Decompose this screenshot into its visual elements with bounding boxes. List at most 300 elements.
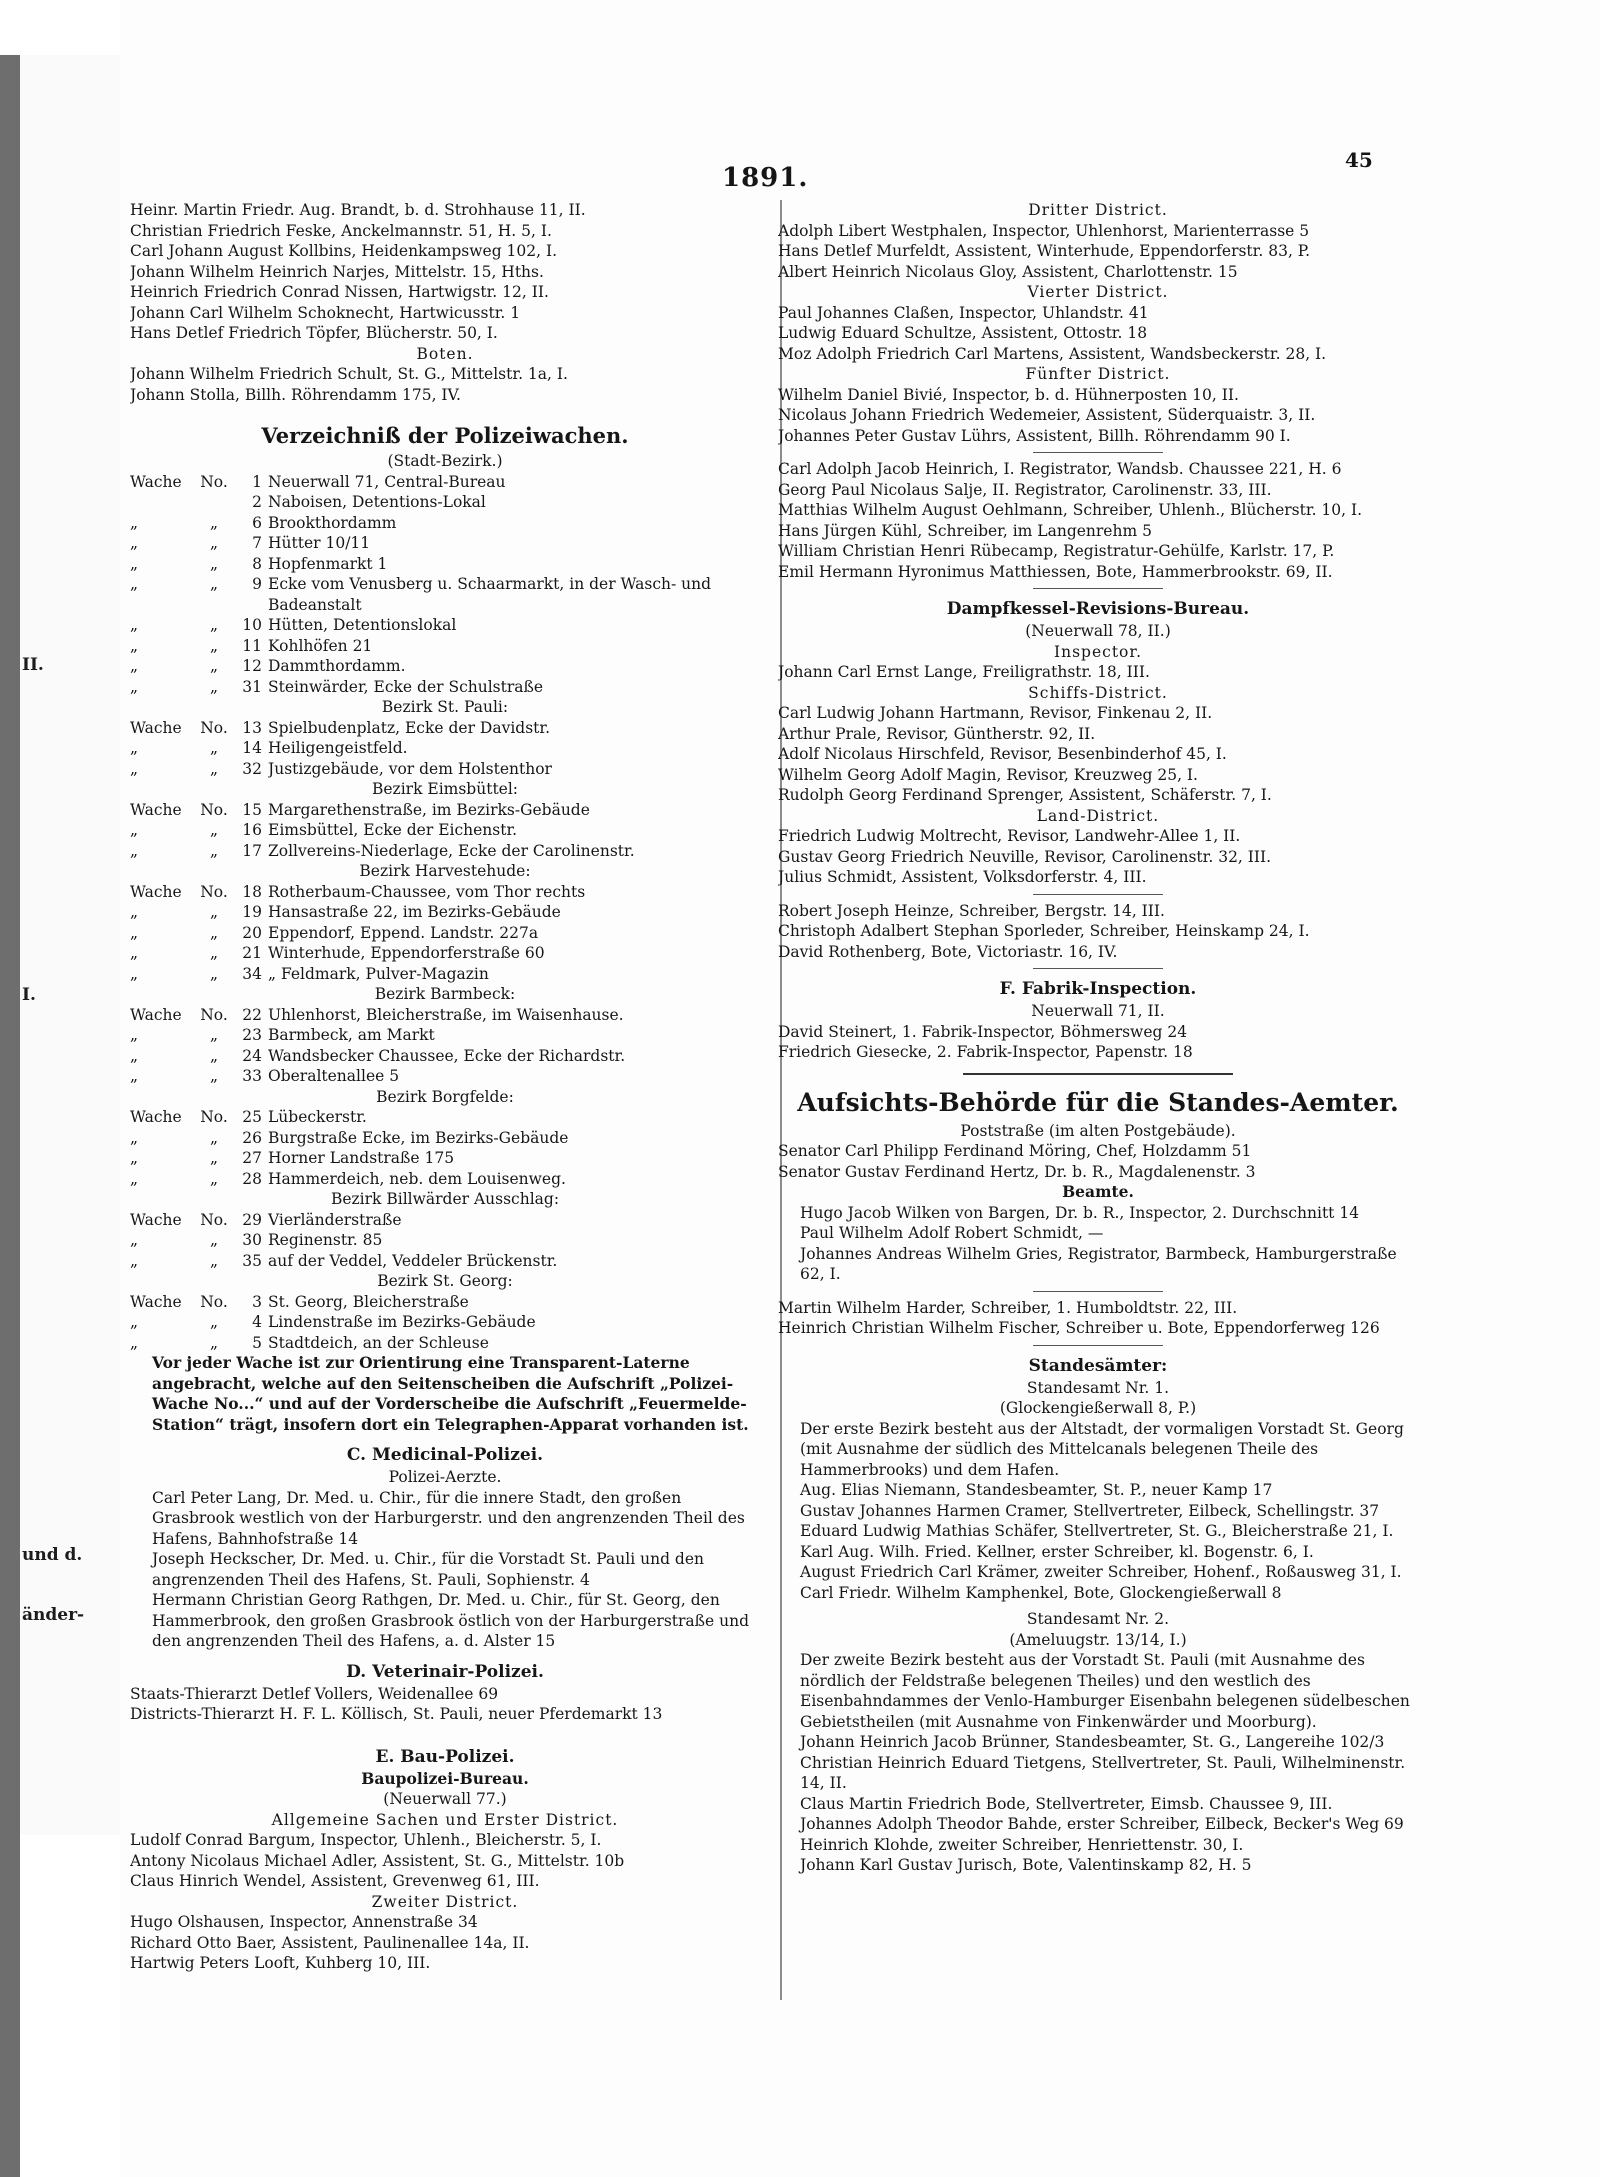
wache-no-label: No. <box>200 882 228 901</box>
entry-line: Arthur Prale, Revisor, Güntherstr. 92, II. <box>778 724 1096 743</box>
separator-rule <box>1033 1291 1163 1292</box>
wache-number: 20 <box>242 923 262 942</box>
wache-no-label: „ <box>209 1149 219 1167</box>
wache-number: 16 <box>242 821 262 839</box>
wache-address: Burgstraße Ecke, im Bezirks-Gebäude <box>268 1128 569 1147</box>
wache-label: „ <box>130 1026 139 1044</box>
entry-line: Ludolf Conrad Bargum, Inspector, Uhlenh., Bleicherstr. 5, I. <box>130 1831 602 1849</box>
wache-number: 2 <box>252 493 262 511</box>
entry-line: Districts-Thierarzt H. F. L. Köllisch, St. Pauli, neuer Pferdemarkt 13 <box>130 1705 663 1723</box>
wache-address: St. Georg, Bleicherstraße <box>268 1292 469 1311</box>
wache-address: Lübeckerstr. <box>268 1108 367 1126</box>
entry-line: Robert Joseph Heinze, Schreiber, Bergstr. 14, III. <box>778 901 1165 920</box>
wache-label: Wache <box>130 1108 182 1126</box>
wache-row <box>130 677 760 698</box>
wache-number: 17 <box>242 841 262 860</box>
entry-line: Christoph Adalbert Stephan Sporleder, Schreiber, Heinskamp 24, I. <box>778 922 1310 940</box>
wache-row <box>130 513 760 534</box>
wache-no-label: „ <box>209 513 219 532</box>
entry-line: Claus Hinrich Wendel, Assistent, Grevenweg 61, III. <box>130 1872 540 1890</box>
entry-line: Richard Otto Baer, Assistent, Paulinenallee 14a, II. <box>130 1933 530 1952</box>
entry-line: Johann Heinrich Jacob Brünner, Standesbeamter, St. G., Langereihe 102/3 <box>800 1733 1385 1751</box>
wache-no-label: „ <box>209 1026 219 1044</box>
wache-address: Ecke vom Venusberg u. Schaarmarkt, in der Wasch- und <box>268 575 712 593</box>
wache-label: „ <box>130 657 139 675</box>
standesamt-description: Der erste Bezirk besteht aus der Altstadt, der vormaligen Vorstadt St. Georg (mit Ausnahme der südlich des Mittelcanals belegenen Theile des Hammerbrooks) und dem Hafen. <box>800 1419 1404 1479</box>
entry-line: Joseph Heckscher, Dr. Med. u. Chir., für die Vorstadt St. Pauli und den angrenzenden Theil des Hafens, St. Pauli, Sophienstr. 4 <box>152 1550 704 1589</box>
wache-row <box>130 1169 760 1190</box>
wache-address: Badeanstalt <box>268 595 362 614</box>
separator-rule <box>1033 588 1163 589</box>
wache-row <box>130 800 760 821</box>
wache-no-label: „ <box>209 1313 219 1331</box>
standesamt-description: Der zweite Bezirk besteht aus der Vorstadt St. Pauli (mit Ausnahme des nördlich der Feldstraße belegenen Theiles) und den westlich des Eisenbahndammes der Venlo-Hamburger Eisenbahn belegenen südelbeschen Gebietstheilen (mit Ausnahme von Finkenwärder und Moorburg). <box>800 1651 1410 1731</box>
entry-line: Hans Jürgen Kühl, Schreiber, im Langenrehm 5 <box>778 521 1152 540</box>
wache-number: 1 <box>252 472 262 491</box>
entry-line: Paul Wilhelm Adolf Robert Schmidt, — <box>800 1224 1104 1242</box>
wache-number: 28 <box>242 1169 262 1188</box>
wache-no-label: „ <box>209 821 219 839</box>
wache-row <box>130 902 760 923</box>
wache-address: Winterhude, Eppendorferstraße 60 <box>268 944 545 962</box>
standesamt-address: (Glockengießerwall 8, P.) <box>999 1399 1197 1417</box>
wache-address: Uhlenhorst, Bleicherstraße, im Waisenhause. <box>268 1005 624 1024</box>
wache-address: Wandsbecker Chaussee, Ecke der Richardstr. <box>268 1046 626 1065</box>
prev-page-fragment: änder- <box>22 1605 85 1625</box>
entry-line: Wilhelm Daniel Bivié, Inspector, b. d. Hühnerposten 10, II. <box>778 385 1239 404</box>
wache-label: Wache <box>130 472 182 491</box>
wache-no-label: No. <box>200 718 228 737</box>
entry-line: David Rothenberg, Bote, Victoriastr. 16, IV. <box>778 942 1118 961</box>
wache-label <box>130 492 194 513</box>
wache-no-label: „ <box>209 923 219 942</box>
wache-row <box>130 492 760 513</box>
wache-no-label: „ <box>209 903 219 921</box>
wache-row <box>130 1046 760 1067</box>
wache-address: Hansastraße 22, im Bezirks-Gebäude <box>268 903 561 921</box>
entry-line: Johann Carl Wilhelm Schoknecht, Hartwicusstr. 1 <box>130 303 521 322</box>
bezirk-heading: Bezirk Borgfelde: <box>376 1087 514 1106</box>
wache-label: „ <box>130 1149 139 1167</box>
baupolizei-address: (Neuerwall 77.) <box>383 1790 507 1808</box>
wache-row <box>130 656 760 677</box>
entry-line: Wilhelm Georg Adolf Magin, Revisor, Kreuzweg 25, I. <box>778 765 1198 784</box>
district-heading: Fünfter District. <box>1025 365 1171 383</box>
entry-line: Claus Martin Friedrich Bode, Stellvertreter, Eimsb. Chaussee 9, III. <box>800 1794 1333 1813</box>
wache-row <box>130 615 760 636</box>
wache-number: 27 <box>242 1149 262 1167</box>
entry-line: Hermann Christian Georg Rathgen, Dr. Med. u. Chir., für St. Georg, den Hammerbrook, den großen Grasbrook östlich von der Harburgerstraße und den angrenzenden Theil des Hafens, a. d. Alster 15 <box>152 1591 749 1650</box>
wache-number: 34 <box>242 964 262 983</box>
entry-line: Carl Friedr. Wilhelm Kamphenkel, Bote, Glockengießerwall 8 <box>800 1583 1282 1602</box>
wache-address: Stadtdeich, an der Schleuse <box>268 1333 489 1352</box>
wache-number: 31 <box>242 677 262 696</box>
wache-row <box>130 595 760 616</box>
wache-no-label <box>194 595 234 616</box>
wache-label: Wache <box>130 1005 182 1024</box>
wache-number: 24 <box>242 1046 262 1065</box>
baupolizei-bureau-heading: Baupolizei-Bureau. <box>361 1768 529 1788</box>
wache-address: Hammerdeich, neb. dem Louisenweg. <box>268 1169 566 1188</box>
fabrik-address: Neuerwall 71, II. <box>1031 1002 1165 1020</box>
entry-line: Carl Adolph Jacob Heinrich, I. Registrator, Wandsb. Chaussee 221, H. 6 <box>778 460 1342 478</box>
entry-line: Hugo Jacob Wilken von Bargen, Dr. b. R., Inspector, 2. Durchschnitt 14 <box>800 1203 1360 1222</box>
wache-number: 4 <box>252 1313 262 1331</box>
previous-page-margin <box>20 55 122 1835</box>
entry-line: Emil Hermann Hyronimus Matthiessen, Bote, Hammerbrookstr. 69, II. <box>778 562 1333 581</box>
entry-line: William Christian Henri Rübecamp, Registratur-Gehülfe, Karlstr. 17, P. <box>778 542 1335 560</box>
wache-number: 29 <box>242 1210 262 1229</box>
wache-row <box>130 1025 760 1046</box>
district-heading: Dritter District. <box>1028 201 1168 219</box>
entry-line: Christian Friedrich Feske, Anckelmannstr. 51, H. 5, I. <box>130 221 552 240</box>
wache-no-label: No. <box>200 1005 228 1024</box>
wache-row <box>130 1066 760 1087</box>
wache-label: „ <box>130 1333 139 1352</box>
wache-row <box>130 923 760 944</box>
wache-number: 3 <box>252 1292 262 1311</box>
bezirk-heading: Bezirk St. Georg: <box>377 1272 513 1290</box>
wache-no-label: No. <box>200 800 228 819</box>
wache-label: „ <box>130 903 139 921</box>
wache-label: „ <box>130 1067 139 1085</box>
wache-label: Wache <box>130 1292 182 1311</box>
veterinair-polizei-heading: D. Veterinair-Polizei. <box>346 1661 544 1682</box>
entry-line: Carl Johann August Kollbins, Heidenkampsweg 102, I. <box>130 242 558 260</box>
aufsichts-address: Poststraße (im alten Postgebäude). <box>960 1121 1236 1140</box>
wache-row <box>130 554 760 575</box>
polizei-aerzte-subheading: Polizei-Aerzte. <box>388 1468 502 1486</box>
wache-label: „ <box>130 1251 139 1270</box>
inspector-subheading: Inspector. <box>1053 642 1143 661</box>
entry-line: Martin Wilhelm Harder, Schreiber, 1. Humboldtstr. 22, III. <box>778 1298 1238 1317</box>
wache-address: Justizgebäude, vor dem Holstenthor <box>268 759 552 778</box>
standesamt-address: (Ameluugstr. 13/14, I.) <box>1009 1630 1187 1649</box>
stadt-bezirk-subheading: (Stadt-Bezirk.) <box>387 452 503 470</box>
wache-label: „ <box>130 964 139 983</box>
wache-number: 14 <box>242 739 262 757</box>
bezirk-heading: Bezirk St. Pauli: <box>381 698 509 716</box>
aufsichts-behoerde-heading: Aufsichts-Behörde für die Standes-Aemter. <box>797 1087 1399 1117</box>
entry-line: August Friedrich Carl Krämer, zweiter Schreiber, Hohenf., Roßausweg 31, I. <box>800 1563 1402 1581</box>
wache-no-label: „ <box>209 575 219 593</box>
dampfkessel-heading: Dampfkessel-Revisions-Bureau. <box>946 599 1250 619</box>
wache-row <box>130 1210 760 1231</box>
wache-no-label: „ <box>209 636 219 655</box>
wache-label <box>130 595 194 616</box>
wache-label: „ <box>130 1128 139 1147</box>
wache-row <box>130 472 760 493</box>
wache-no-label: „ <box>209 1067 219 1085</box>
wache-address: Margarethenstraße, im Bezirks-Gebäude <box>268 800 590 819</box>
wache-row <box>130 1292 760 1313</box>
wache-no-label: „ <box>209 677 219 696</box>
entry-line: Friedrich Ludwig Moltrecht, Revisor, Landwehr-Allee 1, II. <box>778 827 1241 845</box>
wache-address: Eimsbüttel, Ecke der Eichenstr. <box>268 821 518 839</box>
wache-row <box>130 1148 760 1169</box>
wache-address: Dammthordamm. <box>268 657 406 675</box>
entry-line: Gustav Georg Friedrich Neuville, Revisor, Carolinenstr. 32, III. <box>778 847 1272 866</box>
standesaemter-heading: Standesämter: <box>1028 1355 1168 1376</box>
wache-no-label: „ <box>209 964 219 983</box>
medicinal-polizei-heading: C. Medicinal-Polizei. <box>346 1445 544 1465</box>
wache-label: Wache <box>130 800 182 819</box>
wache-no-label: No. <box>200 1108 228 1126</box>
wache-label: Wache <box>130 718 182 737</box>
wache-address: Reginenstr. 85 <box>268 1231 383 1249</box>
wache-label: „ <box>130 575 139 593</box>
wache-number: 11 <box>242 636 262 655</box>
entry-line: Gustav Johannes Harmen Cramer, Stellvertreter, Eilbeck, Schellingstr. 37 <box>800 1501 1380 1520</box>
wache-address: Hopfenmarkt 1 <box>268 554 388 573</box>
wache-label: „ <box>130 1231 139 1249</box>
section-rule <box>963 1073 1233 1075</box>
wache-address: Hütten, Detentionslokal <box>268 616 457 634</box>
wache-row <box>130 574 760 595</box>
wache-row <box>130 1005 760 1026</box>
right-column <box>778 200 1418 1876</box>
wache-number: 12 <box>242 657 262 675</box>
wache-number: 33 <box>242 1067 262 1085</box>
entry-line: Heinrich Klohde, zweiter Schreiber, Henriettenstr. 30, I. <box>800 1835 1244 1854</box>
wache-address: Brookthordamm <box>268 513 397 532</box>
wache-label: Wache <box>130 882 182 901</box>
entry-line: Johann Wilhelm Friedrich Schult, St. G., Mittelstr. 1a, I. <box>130 365 568 383</box>
wache-address: Neuerwall 71, Central-Bureau <box>268 472 506 491</box>
wache-label: „ <box>130 513 139 532</box>
wache-label: „ <box>130 923 139 942</box>
entry-line: Staats-Thierarzt Detlef Vollers, Weidenallee 69 <box>130 1684 499 1703</box>
entry-line: Johannes Peter Gustav Lührs, Assistent, Billh. Röhrendamm 90 I. <box>778 426 1291 445</box>
entry-line: Adolph Libert Westphalen, Inspector, Uhlenhorst, Marienterrasse 5 <box>778 221 1310 240</box>
entry-line: Carl Ludwig Johann Hartmann, Revisor, Finkenau 2, II. <box>778 704 1213 722</box>
fabrik-inspection-heading: F. Fabrik-Inspection. <box>999 979 1197 999</box>
wache-address: Kohlhöfen 21 <box>268 636 373 655</box>
wache-label: „ <box>130 636 139 655</box>
wache-number: 8 <box>252 554 262 573</box>
wache-row <box>130 964 760 985</box>
wache-number: 32 <box>242 759 262 778</box>
wache-address: auf der Veddel, Veddeler Brückenstr. <box>268 1251 558 1270</box>
standesamt-heading: Standesamt Nr. 2. <box>1026 1610 1170 1628</box>
wache-row <box>130 1312 760 1333</box>
wache-address: Lindenstraße im Bezirks-Gebäude <box>268 1313 536 1331</box>
entry-line: Hugo Olshausen, Inspector, Annenstraße 34 <box>130 1913 478 1931</box>
wache-label: „ <box>130 534 139 552</box>
wache-row <box>130 533 760 554</box>
district-heading: Allgemeine Sachen und Erster District. <box>271 1810 619 1829</box>
wache-number: 19 <box>242 903 262 921</box>
wache-address: Zollvereins-Niederlage, Ecke der Carolinenstr. <box>268 841 635 860</box>
wache-number: 9 <box>252 575 262 593</box>
wache-label: „ <box>130 821 139 839</box>
entry-line: Antony Nicolaus Michael Adler, Assistent, St. G., Mittelstr. 10b <box>130 1851 625 1870</box>
separator-rule <box>1033 894 1163 895</box>
wache-address: Naboisen, Detentions-Lokal <box>268 493 486 511</box>
wache-number: 13 <box>242 718 262 737</box>
separator-rule <box>1033 1345 1163 1346</box>
entry-line: Nicolaus Johann Friedrich Wedemeier, Assistent, Süderquaistr. 3, II. <box>778 406 1316 424</box>
bezirk-heading: Bezirk Billwärder Ausschlag: <box>330 1190 560 1208</box>
scan-edge <box>0 55 20 2177</box>
wache-no-label: „ <box>209 534 219 552</box>
wache-label: „ <box>130 1046 139 1065</box>
entry-line: Eduard Ludwig Mathias Schäfer, Stellvertreter, St. G., Bleicherstraße 21, I. <box>800 1522 1394 1540</box>
separator-rule <box>1033 452 1163 453</box>
wache-label: Wache <box>130 1210 182 1229</box>
wache-row <box>130 841 760 862</box>
entry-line: Johann Stolla, Billh. Röhrendamm 175, IV. <box>130 385 461 404</box>
entry-line: Aug. Elias Niemann, Standesbeamter, St. P., neuer Kamp 17 <box>800 1481 1273 1499</box>
wache-number: 7 <box>252 534 262 552</box>
polizeiwachen-note: Vor jeder Wache ist zur Orientirung eine Transparent-Laterne angebracht, welche auf den Seitenscheiben die Aufschrift „Polizei-Wache No...“ und auf der Vorderscheibe die Aufschrift „Feuermelde-Station“ trägt, insofern dort ein Telegraphen-Apparat vorhanden ist. <box>152 1353 749 1434</box>
wache-address: Spielbudenplatz, Ecke der Davidstr. <box>268 718 551 737</box>
entry-line: Hartwig Peters Looft, Kuhberg 10, III. <box>130 1954 431 1972</box>
entry-line: Heinrich Friedrich Conrad Nissen, Hartwigstr. 12, II. <box>130 283 549 301</box>
wache-label: „ <box>130 616 139 634</box>
wache-label: „ <box>130 944 139 962</box>
page-year: 1891. <box>722 163 809 193</box>
entry-line: Carl Peter Lang, Dr. Med. u. Chir., für die innere Stadt, den großen Grasbrook westlich von der Harburgerstr. und den angrenzenden Theil des Hafens, Bahnhofstraße 14 <box>152 1488 745 1548</box>
entry-line: Heinr. Martin Friedr. Aug. Brandt, b. d. Strohhause 11, II. <box>130 201 586 219</box>
wache-address: Horner Landstraße 175 <box>268 1149 455 1167</box>
wache-no-label: „ <box>209 1251 219 1270</box>
entry-line: Adolf Nicolaus Hirschfeld, Revisor, Besenbinderhof 45, I. <box>778 745 1227 763</box>
entry-line: Johannes Andreas Wilhelm Gries, Registrator, Barmbeck, Hamburgerstraße 62, I. <box>800 1244 1397 1283</box>
wache-number: 23 <box>242 1026 262 1044</box>
wache-label: „ <box>130 677 139 696</box>
wache-no-label: No. <box>200 1292 228 1311</box>
wache-label: „ <box>130 1169 139 1188</box>
entry-line: Heinrich Christian Wilhelm Fischer, Schreiber u. Bote, Eppendorferweg 126 <box>778 1319 1380 1337</box>
entry-line: Johann Carl Ernst Lange, Freiligrathstr. 18, III. <box>778 663 1150 681</box>
wache-number: 21 <box>242 944 262 962</box>
entry-line: Paul Johannes Claßen, Inspector, Uhlandstr. 41 <box>778 303 1149 322</box>
wache-number <box>234 595 268 616</box>
wache-no-label: „ <box>209 1128 219 1147</box>
wache-row <box>130 820 760 841</box>
entry-line: Senator Gustav Ferdinand Hertz, Dr. b. R., Magdalenenstr. 3 <box>778 1162 1256 1181</box>
wache-row <box>130 1128 760 1149</box>
entry-line: Karl Aug. Wilh. Fried. Kellner, erster Schreiber, kl. Bogenstr. 6, I. <box>800 1542 1314 1561</box>
wache-no-label: No. <box>200 472 228 491</box>
entry-line: Senator Carl Philipp Ferdinand Möring, Chef, Holzdamm 51 <box>778 1142 1252 1160</box>
wache-row <box>130 882 760 903</box>
district-heading: Zweiter District. <box>371 1892 519 1911</box>
wache-no-label: „ <box>209 554 219 573</box>
wache-no-label: „ <box>209 616 219 634</box>
wache-label: „ <box>130 554 139 573</box>
entry-line: Rudolph Georg Ferdinand Sprenger, Assistent, Schäferstr. 7, I. <box>778 786 1272 804</box>
wache-number: 10 <box>242 616 262 634</box>
entry-line: Hans Detlef Murfeldt, Assistent, Winterhude, Eppendorferstr. 83, P. <box>778 242 1311 260</box>
wache-label: „ <box>130 759 139 778</box>
entry-line: Ludwig Eduard Schultze, Assistent, Ottostr. 18 <box>778 324 1148 342</box>
polizeiwachen-heading: Verzeichniß der Polizeiwachen. <box>261 423 629 448</box>
wache-no-label: „ <box>209 759 219 778</box>
district-heading: Vierter District. <box>1027 283 1169 301</box>
left-column <box>130 200 760 1974</box>
wache-address: Rotherbaum-Chaussee, vom Thor rechts <box>268 882 586 901</box>
entry-line: Hans Detlef Friedrich Töpfer, Blücherstr. 50, I. <box>130 324 498 342</box>
wache-no-label: „ <box>209 1046 219 1065</box>
wache-row <box>130 943 760 964</box>
wache-no-label: „ <box>209 1169 219 1188</box>
wache-number: 30 <box>242 1231 262 1249</box>
wache-row <box>130 738 760 759</box>
entry-line: David Steinert, 1. Fabrik-Inspector, Böhmersweg 24 <box>778 1022 1188 1041</box>
wache-address: Oberaltenallee 5 <box>268 1067 400 1085</box>
wache-address: Barmbeck, am Markt <box>268 1026 435 1044</box>
entry-line: Johann Karl Gustav Jurisch, Bote, Valentinskamp 82, H. 5 <box>800 1856 1252 1874</box>
wache-row <box>130 1251 760 1272</box>
wache-number: 35 <box>242 1251 262 1270</box>
bezirk-heading: Bezirk Eimsbüttel: <box>371 780 519 798</box>
entry-line: Moz Adolph Friedrich Carl Martens, Assistent, Wandsbeckerstr. 28, I. <box>778 344 1327 363</box>
wache-number: 22 <box>242 1005 262 1024</box>
wache-number: 15 <box>242 800 262 819</box>
wache-row <box>130 1107 760 1128</box>
wache-no-label: „ <box>209 1333 219 1352</box>
entry-line: Matthias Wilhelm August Oehlmann, Schreiber, Uhlenh., Blücherstr. 10, I. <box>778 501 1363 519</box>
wache-label: „ <box>130 1313 139 1331</box>
wache-no-label: „ <box>209 1231 219 1249</box>
wache-no-label: „ <box>209 841 219 860</box>
wache-row <box>130 636 760 657</box>
entry-line: Friedrich Giesecke, 2. Fabrik-Inspector, Papenstr. 18 <box>778 1043 1193 1061</box>
wache-no-label: „ <box>209 657 219 675</box>
wache-address: Eppendorf, Eppend. Landstr. 227a <box>268 923 539 942</box>
entry-line: Johannes Adolph Theodor Bahde, erster Schreiber, Eilbeck, Becker's Weg 69 <box>800 1815 1404 1833</box>
schiffs-district-subheading: Schiffs-District. <box>1028 683 1168 702</box>
wache-no-label: „ <box>209 944 219 962</box>
standesamt-heading: Standesamt Nr. 1. <box>1026 1378 1170 1397</box>
prev-page-fragment: und d. <box>22 1545 83 1565</box>
boten-heading: Boten. <box>416 344 474 363</box>
separator-rule <box>1033 968 1163 969</box>
wache-number: 25 <box>242 1108 262 1126</box>
entry-line: Johann Wilhelm Heinrich Narjes, Mittelstr. 15, Hths. <box>130 262 544 281</box>
wache-row <box>130 1333 760 1354</box>
wache-number: 5 <box>252 1333 262 1352</box>
wache-row <box>130 718 760 739</box>
wache-address: Vierländerstraße <box>268 1210 402 1229</box>
entry-line: Christian Heinrich Eduard Tietgens, Stellvertreter, St. Pauli, Wilhelminenstr. 14, II. <box>800 1753 1406 1792</box>
entry-line: Albert Heinrich Nicolaus Gloy, Assistent, Charlottenstr. 15 <box>778 262 1238 281</box>
wache-no-label: „ <box>209 739 219 757</box>
wache-number: 18 <box>242 882 262 901</box>
wache-label: „ <box>130 841 139 860</box>
wache-address: Steinwärder, Ecke der Schulstraße <box>268 677 544 696</box>
prev-page-fragment: II. <box>22 655 44 675</box>
entry-line: Georg Paul Nicolaus Salje, II. Registrator, Carolinenstr. 33, III. <box>778 480 1272 499</box>
wache-no-label <box>194 492 234 513</box>
beamte-heading: Beamte. <box>1062 1182 1134 1201</box>
land-district-subheading: Land-District. <box>1036 806 1160 825</box>
bezirk-heading: Bezirk Harvestehude: <box>359 862 531 880</box>
page-number: 45 <box>1345 148 1373 172</box>
wache-row <box>130 759 760 780</box>
bezirk-heading: Bezirk Barmbeck: <box>374 985 516 1003</box>
prev-page-fragment: I. <box>22 985 36 1005</box>
entry-line: Julius Schmidt, Assistent, Volksdorferstr. 4, III. <box>778 868 1147 886</box>
dampfkessel-address: (Neuerwall 78, II.) <box>1025 622 1171 640</box>
wache-address: Heiligengeistfeld. <box>268 739 408 757</box>
wache-no-label: No. <box>200 1210 228 1229</box>
bau-polizei-heading: E. Bau-Polizei. <box>375 1746 515 1767</box>
wache-number: 6 <box>252 513 262 532</box>
wache-number: 26 <box>242 1128 262 1147</box>
